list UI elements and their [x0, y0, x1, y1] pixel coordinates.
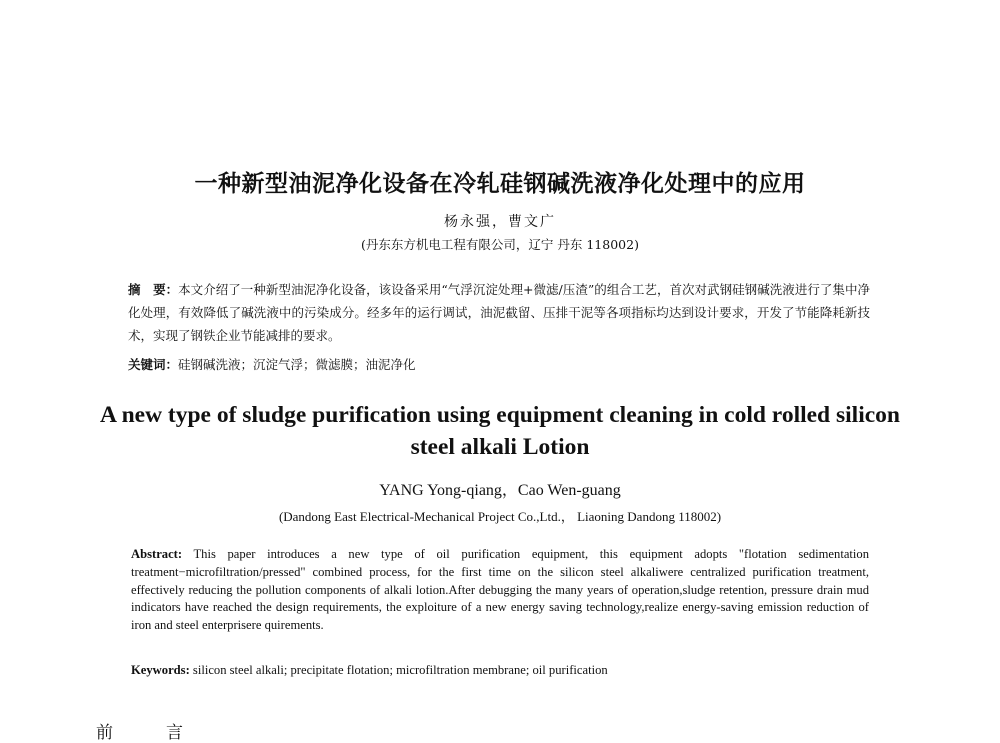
chinese-title: 一种新型油泥净化设备在冷轧硅钢碱洗液净化处理中的应用: [194, 171, 806, 197]
english-keywords: [131, 663, 869, 678]
chinese-authors: 杨永强，曹文广: [444, 214, 556, 230]
english-abstract-text: This paper introduces a new type of oil purification equipment, this equipment adopts "flotation sedimentation treatment−microfiltration/pressed" combined process, for the first time on the silicon steel alkaliwere centralized purification treatment, effectively reducing the pollution components of alkali lotion.After debugging the many years of operation,sludge retention, pressure drain mud indicators have reached the design requirements, the exploiture of a new energy saving technology,realize energy-saving emission reduction of iron and steel enterprisere quirements.: [131, 547, 869, 633]
chinese-keywords-text: 硅钢碱洗液；沉淀气浮；微滤膜；油泥净化: [178, 357, 416, 372]
chinese-abstract: [128, 278, 870, 347]
english-authors: YANG Yong-qiang，Cao Wen-guang: [379, 482, 621, 499]
english-keywords-text: silicon steel alkali; precipitate flotation; microfiltration membrane; oil purification: [192, 663, 608, 677]
chinese-keywords-label: 关键词：: [128, 357, 179, 372]
english-keywords-label: Keywords:: [131, 663, 190, 677]
chinese-abstract-text: 本文介绍了一种新型油泥净化设备，该设备采用“气浮沉淀处理+微滤/压渣”的组合工艺，首次对武钢硅钢碱洗液进行了集中净化处理，有效降低了碱洗液中的污染成分。经多年的运行调试，油泥截留、压排干泥等各项指标均达到设计要求，开发了节能降耗新技术，实现了钢铁企业节能减排的要求。: [128, 282, 870, 343]
chinese-affiliation: (丹东东方机电工程有限公司，辽宁 丹东 118002): [361, 237, 639, 252]
english-abstract: [131, 546, 869, 635]
section-heading-preface: 前 言: [96, 723, 201, 743]
chinese-keywords: [128, 355, 870, 373]
english-affiliation: (Dandong East Electrical-Mechanical Project Co.,Ltd.， Liaoning Dandong 118002): [278, 509, 722, 524]
english-title: A new type of sludge purification using equipment cleaning in cold rolled silicon steel alkali Lotion: [100, 402, 900, 460]
chinese-abstract-label: 摘 要：: [128, 282, 179, 297]
english-abstract-label: Abstract:: [131, 547, 183, 561]
